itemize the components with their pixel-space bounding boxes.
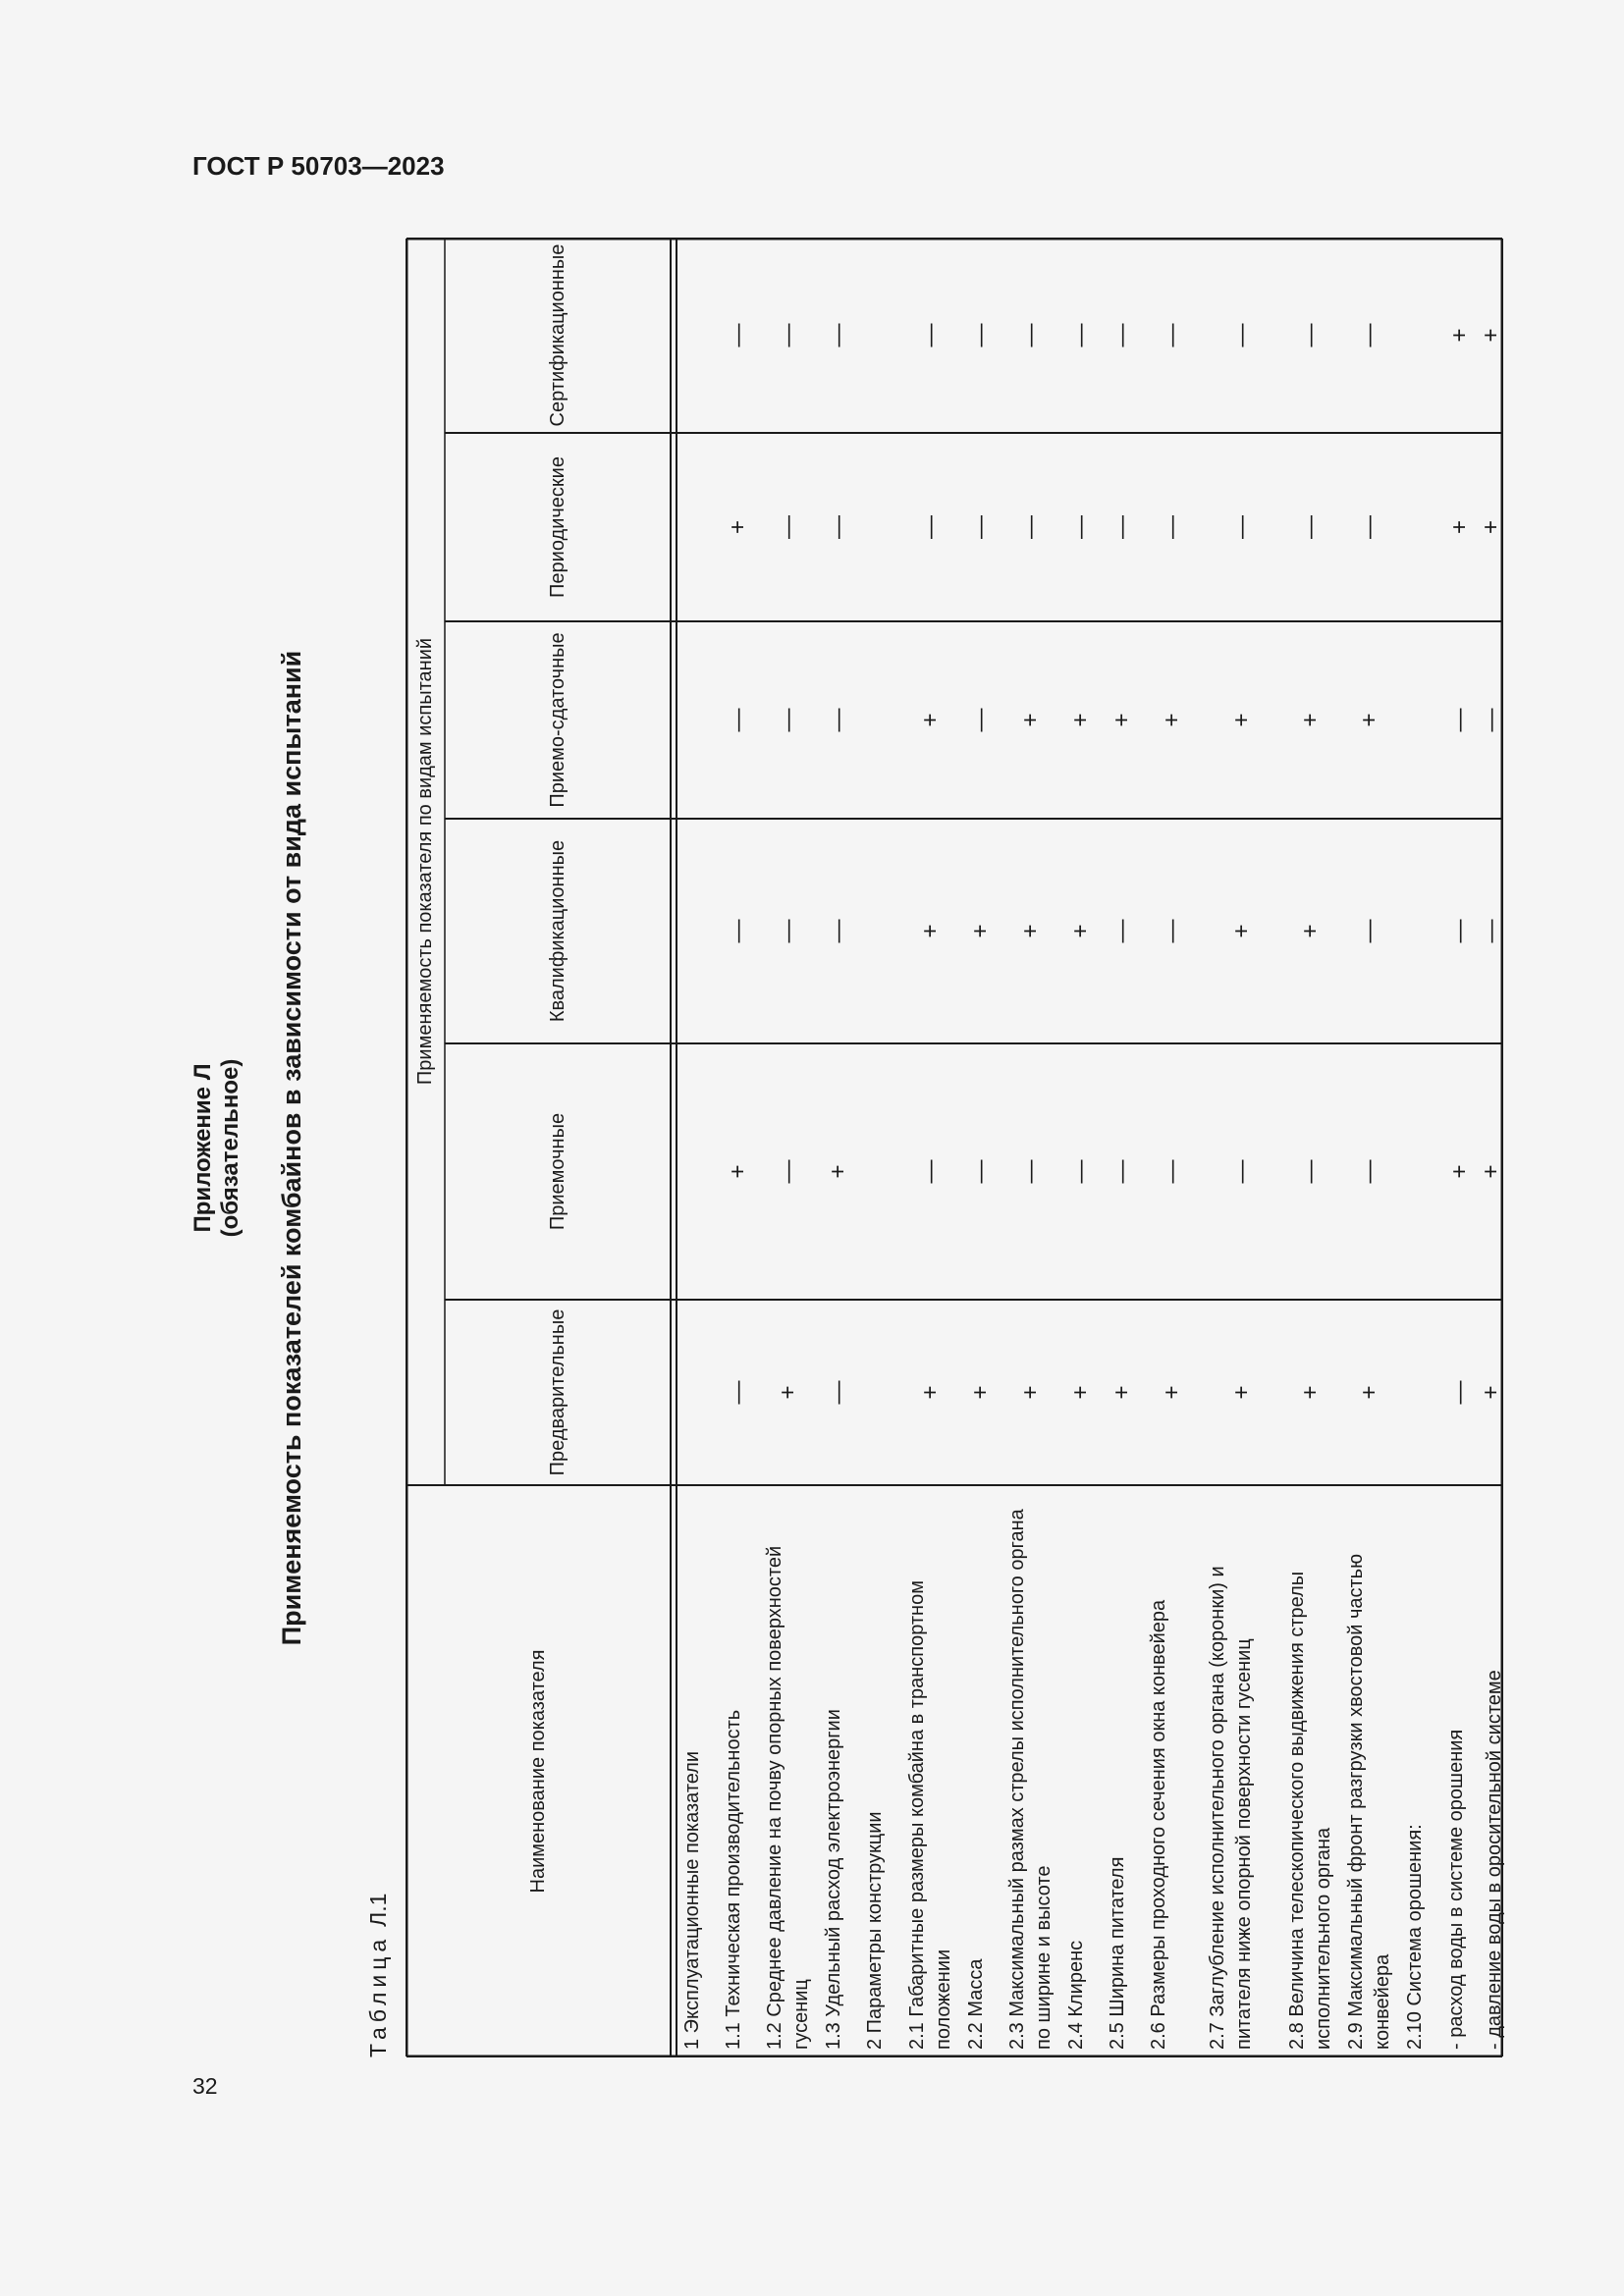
applicability-mark: — [1227, 1159, 1255, 1184]
row-label: 2.3 Максимальный размах стрелы исполнительного органа по ширине и высоте [1006, 1509, 1055, 2050]
applicability-mark: — [1445, 919, 1473, 943]
applicability-mark: — [967, 323, 994, 347]
document-code: ГОСТ Р 50703—2023 [192, 151, 445, 181]
appendix-status: (обязательное) [217, 1058, 244, 1238]
table-label [365, 1894, 392, 2057]
applicability-mark: — [1017, 515, 1044, 539]
applicability-mark: — [725, 323, 751, 347]
applicability-mark: — [967, 708, 994, 732]
header-col-delivery: Приемо-сдаточные [547, 632, 568, 808]
applicability-mark: — [775, 323, 801, 347]
applicability-mark: — [825, 323, 851, 347]
applicability-mark: — [725, 919, 751, 943]
applicability-mark: — [825, 515, 851, 539]
table-label-number: Л.1 [365, 1893, 391, 1927]
applicability-mark: + [1297, 924, 1324, 938]
row-label: 2.4 Клиренс [1065, 1940, 1087, 2050]
applicability-mark: + [825, 1164, 851, 1179]
applicability-mark: — [1356, 1159, 1382, 1184]
row-label: 2.9 Максимальный фронт разгрузки хвостовой частью конвейера [1345, 1553, 1393, 2050]
applicability-mark: + [1356, 713, 1382, 727]
applicability-mark: — [1159, 919, 1185, 943]
applicability-mark: + [1067, 1385, 1094, 1400]
applicability-mark: + [917, 924, 944, 938]
applicability-mark: + [1445, 520, 1473, 535]
page-number: 32 [192, 2073, 218, 2099]
applicability-mark: — [775, 708, 801, 732]
row-label: 1 Эксплуатационные показатели [681, 1750, 703, 2050]
applicability-mark: — [1067, 515, 1094, 539]
applicability-mark: + [1017, 1385, 1044, 1400]
applicability-mark: — [1477, 919, 1504, 943]
row-label: 2.7 Заглубление исполнительного органа (коронки) и питателя ниже опорной поверхности гусениц [1207, 1566, 1255, 2050]
header-col-certification: Сертификационные [547, 243, 568, 427]
applicability-mark: + [1477, 520, 1504, 535]
applicability-mark: + [1356, 1385, 1382, 1400]
applicability-mark: — [1356, 515, 1382, 539]
applicability-mark: — [917, 1159, 944, 1184]
applicability-mark: + [1445, 328, 1473, 343]
applicability-mark: + [1445, 1164, 1473, 1179]
header-col-periodic: Периодические [547, 456, 568, 598]
applicability-mark: + [1159, 1385, 1185, 1400]
applicability-mark: — [825, 919, 851, 943]
applicability-mark: + [917, 713, 944, 727]
applicability-mark: — [1227, 515, 1255, 539]
table-label-word: Таблица [365, 1934, 391, 2057]
applicability-mark: + [1109, 1385, 1135, 1400]
applicability-mark: + [967, 924, 994, 938]
applicability-mark: — [1227, 323, 1255, 347]
applicability-mark: — [1159, 323, 1185, 347]
applicability-mark: — [967, 1159, 994, 1184]
row-label: 2.5 Ширина питателя [1107, 1856, 1128, 2050]
applicability-mark: — [917, 323, 944, 347]
applicability-mark: — [1445, 708, 1473, 732]
applicability-mark: — [1159, 515, 1185, 539]
applicability-mark: — [775, 515, 801, 539]
applicability-mark: + [1477, 1164, 1504, 1179]
appendix-title: Приложение Л [189, 1063, 216, 1233]
applicability-mark: — [1159, 1159, 1185, 1184]
applicability-mark: — [967, 515, 994, 539]
applicability-mark: — [1356, 323, 1382, 347]
applicability-mark: + [725, 520, 751, 535]
header-col-preliminary: Предварительные [547, 1308, 568, 1476]
applicability-mark: — [775, 1159, 801, 1184]
applicability-mark: + [1227, 924, 1255, 938]
applicability-mark: + [1017, 713, 1044, 727]
applicability-mark: — [1445, 1380, 1473, 1405]
row-label: 2.10 Система орошения: [1404, 1824, 1426, 2050]
applicability-mark: + [1297, 713, 1324, 727]
applicability-mark: — [725, 1380, 751, 1405]
applicability-mark: — [1109, 323, 1135, 347]
applicability-mark: — [1297, 515, 1324, 539]
applicability-mark: + [1017, 924, 1044, 938]
header-indicator-name: Наименование показателя [527, 1649, 549, 1894]
applicability-table [406, 238, 1503, 2057]
applicability-mark: + [1477, 1385, 1504, 1400]
applicability-mark: + [1227, 1385, 1255, 1400]
applicability-mark: — [825, 708, 851, 732]
row-label: 1.2 Среднее давление на почву опорных поверхностей гусениц [764, 1545, 812, 2050]
applicability-mark: — [1297, 1159, 1324, 1184]
row-label: 2.2 Масса [965, 1958, 987, 2050]
main-title: Применяемость показателей комбайнов в зависимости от вида испытаний [277, 650, 306, 1646]
applicability-mark: + [1297, 1385, 1324, 1400]
applicability-mark: — [1109, 515, 1135, 539]
applicability-mark: — [725, 708, 751, 732]
applicability-mark: — [917, 515, 944, 539]
applicability-mark: + [725, 1164, 751, 1179]
header-applicability-group: Применяемость показателя по видам испытаний [414, 637, 436, 1086]
applicability-mark: — [1017, 323, 1044, 347]
row-label: 2.6 Размеры проходного сечения окна конвейера [1148, 1599, 1169, 2050]
applicability-mark: — [1109, 1159, 1135, 1184]
applicability-mark: — [825, 1380, 851, 1405]
applicability-mark: — [1067, 323, 1094, 347]
row-label: 1.3 Удельный расход электроэнергии [823, 1709, 844, 2050]
header-col-qualification: Квалификационные [547, 839, 568, 1023]
applicability-mark: — [1356, 919, 1382, 943]
applicability-mark: — [775, 919, 801, 943]
applicability-mark: + [1067, 713, 1094, 727]
applicability-mark: — [1109, 919, 1135, 943]
row-label: 2.8 Величина телескопического выдвижения стрелы исполнительного органа [1286, 1571, 1334, 2050]
applicability-mark: — [1477, 708, 1504, 732]
applicability-mark: + [1109, 713, 1135, 727]
applicability-mark: + [1477, 328, 1504, 343]
applicability-mark: — [1297, 323, 1324, 347]
applicability-mark: — [1067, 1159, 1094, 1184]
row-label: 2 Параметры конструкции [864, 1811, 886, 2050]
row-label: 1.1 Техническая производительность [723, 1709, 744, 2050]
applicability-mark: + [1227, 713, 1255, 727]
header-col-acceptance: Приемочные [547, 1112, 568, 1231]
row-label: - давление воды в оросительной системе [1484, 1670, 1505, 2050]
applicability-mark: + [967, 1385, 994, 1400]
row-label: - расход воды в системе орошения [1445, 1729, 1467, 2050]
applicability-mark: + [1067, 924, 1094, 938]
applicability-mark: + [917, 1385, 944, 1400]
applicability-mark: + [775, 1385, 801, 1400]
row-label: 2.1 Габаритные размеры комбайна в транспортном положении [906, 1580, 954, 2050]
applicability-mark: + [1159, 713, 1185, 727]
applicability-mark: — [1017, 1159, 1044, 1184]
